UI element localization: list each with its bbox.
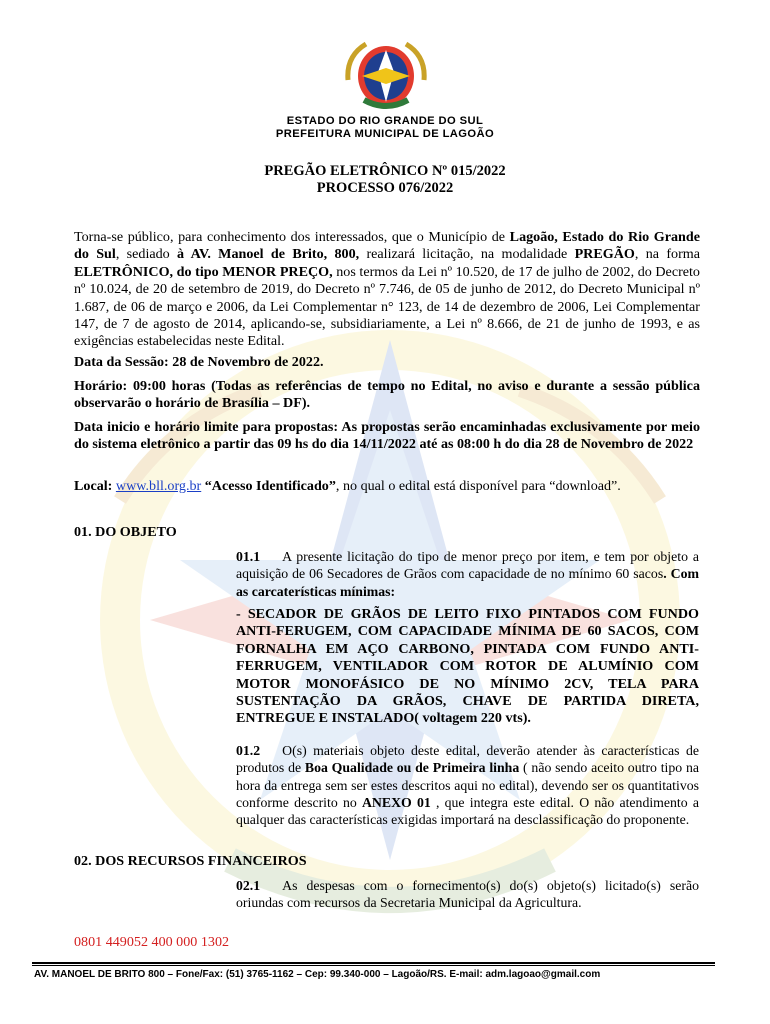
item-number: 01.1 <box>236 549 261 564</box>
footer-address: AV. MANOEL DE BRITO 800 – Fone/Fax: (51) 3765-1162 – Cep: 99.340-000 – Lagoão/RS. E-mail: adm.lagoao@gmail.com <box>34 969 601 980</box>
phone-stamp: 0801 449052 400 000 1302 <box>74 934 230 950</box>
item-01-2: 01.2 O(s) materiais objeto deste edital, deverão atender às características de produtos de Boa Qualidade ou de Primeira linha ( não sendo aceito outro tipo na hora da entrega sem ser estes descritos aqui no edital), devendo ser os quantitativos conforme descrito no ANEXO 01 , que integra este edital. O não atendimento a qualquer das características exigidas importará na desclassificação do proponente. <box>236 743 699 828</box>
item-number: 02.1 <box>236 878 261 893</box>
intro-paragraph: Torna-se público, para conhecimento dos interessados, que o Município de Lagoão, Estado do Rio Grande do Sul, sediado à AV. Manoel de Brito, 800, realizará licitação, na modalidade PREGÃO, na forma ELETRÔNICO, do tipo MENOR PREÇO, nos termos da Lei nº 10.520, de 17 de julho de 2002, do Decreto nº 10.024, de 20 de setembro de 2019, do Decreto nº 7.746, de 05 de junho de 2012, do Decreto Municipal nº 1.687, de 06 de março e 2006, da Lei Complementar n° 123, de 14 de dezembro de 2006, Lei Complementar 147, de 7 de agosto de 2014, aplicando-se, subsidiariamente, a Lei nº 8.666, de 21 de junho de 1993, e as exigências estabelecidas neste Edital. <box>74 229 700 350</box>
product-specification: - SECADOR DE GRÃOS DE LEITO FIXO PINTADOS COM FUNDO ANTI-FERUGEM, COM CAPACIDADE MÍNIMA DE 60 SACOS, COM FORNALHA EM AÇO CARBONO, PINTADA COM FUNDO ANTI-FERRUGEM, VENTILADOR COM ROTOR DE ALUMÍNIO COM MOTOR MONOFÁSICO DE NO MÍNIMO 2CV, TELA PARA SUSTENTAÇÃO DA GRÃOS, CHAVE DE PARTIDA DIRETA, ENTREGUE E INSTALADO( voltagem 220 vts). <box>236 606 699 727</box>
section-heading-recursos: 02. DOS RECURSOS FINANCEIROS <box>74 853 307 869</box>
processo-title: PROCESSO 076/2022 <box>316 180 454 196</box>
state-heading: ESTADO DO RIO GRANDE DO SUL <box>286 115 484 127</box>
footer-divider <box>32 962 715 964</box>
bll-link[interactable]: www.bll.org.br <box>115 478 202 494</box>
session-date: Data da Sessão: 28 de Novembro de 2022. <box>74 354 324 370</box>
section-heading-objeto: 01. DO OBJETO <box>74 524 177 540</box>
location-line: Local: www.bll.org.br “Acesso Identificado”, no qual o edital está disponível para “download”. <box>74 478 621 494</box>
item-number: 01.2 <box>236 743 261 758</box>
proposal-deadline: Data inicio e horário limite para propostas: As propostas serão encaminhadas exclusivamente por meio do sistema eletrônico a partir das 09 hs do dia 14/11/2022 até as 08:00 h do dia 28 de Novembro de 2022 <box>74 419 700 453</box>
footer-divider-thin <box>32 965 715 966</box>
municipal-crest-logo <box>344 40 428 112</box>
pregao-title: PREGÃO ELETRÔNICO Nº 015/2022 <box>264 163 506 179</box>
session-time: Horário: 09:00 horas (Todas as referências de tempo no Edital, no aviso e durante a sessão pública observarão o horário de Brasília – DF). <box>74 378 700 412</box>
item-01-1: 01.1 A presente licitação do tipo de menor preço por item, e tem por objeto a aquisição de 06 Secadores de Grãos com capacidade de no mínimo 60 sacos. Com as carcaterísticas mínimas: <box>236 549 699 599</box>
city-hall-heading: PREFEITURA MUNICIPAL DE LAGOÃO <box>275 128 495 140</box>
item-02-1: 02.1 As despesas com o fornecimento(s) do(s) objeto(s) licitado(s) serão oriundas com recursos da Secretaria Municipal da Agricultura. <box>236 878 699 911</box>
